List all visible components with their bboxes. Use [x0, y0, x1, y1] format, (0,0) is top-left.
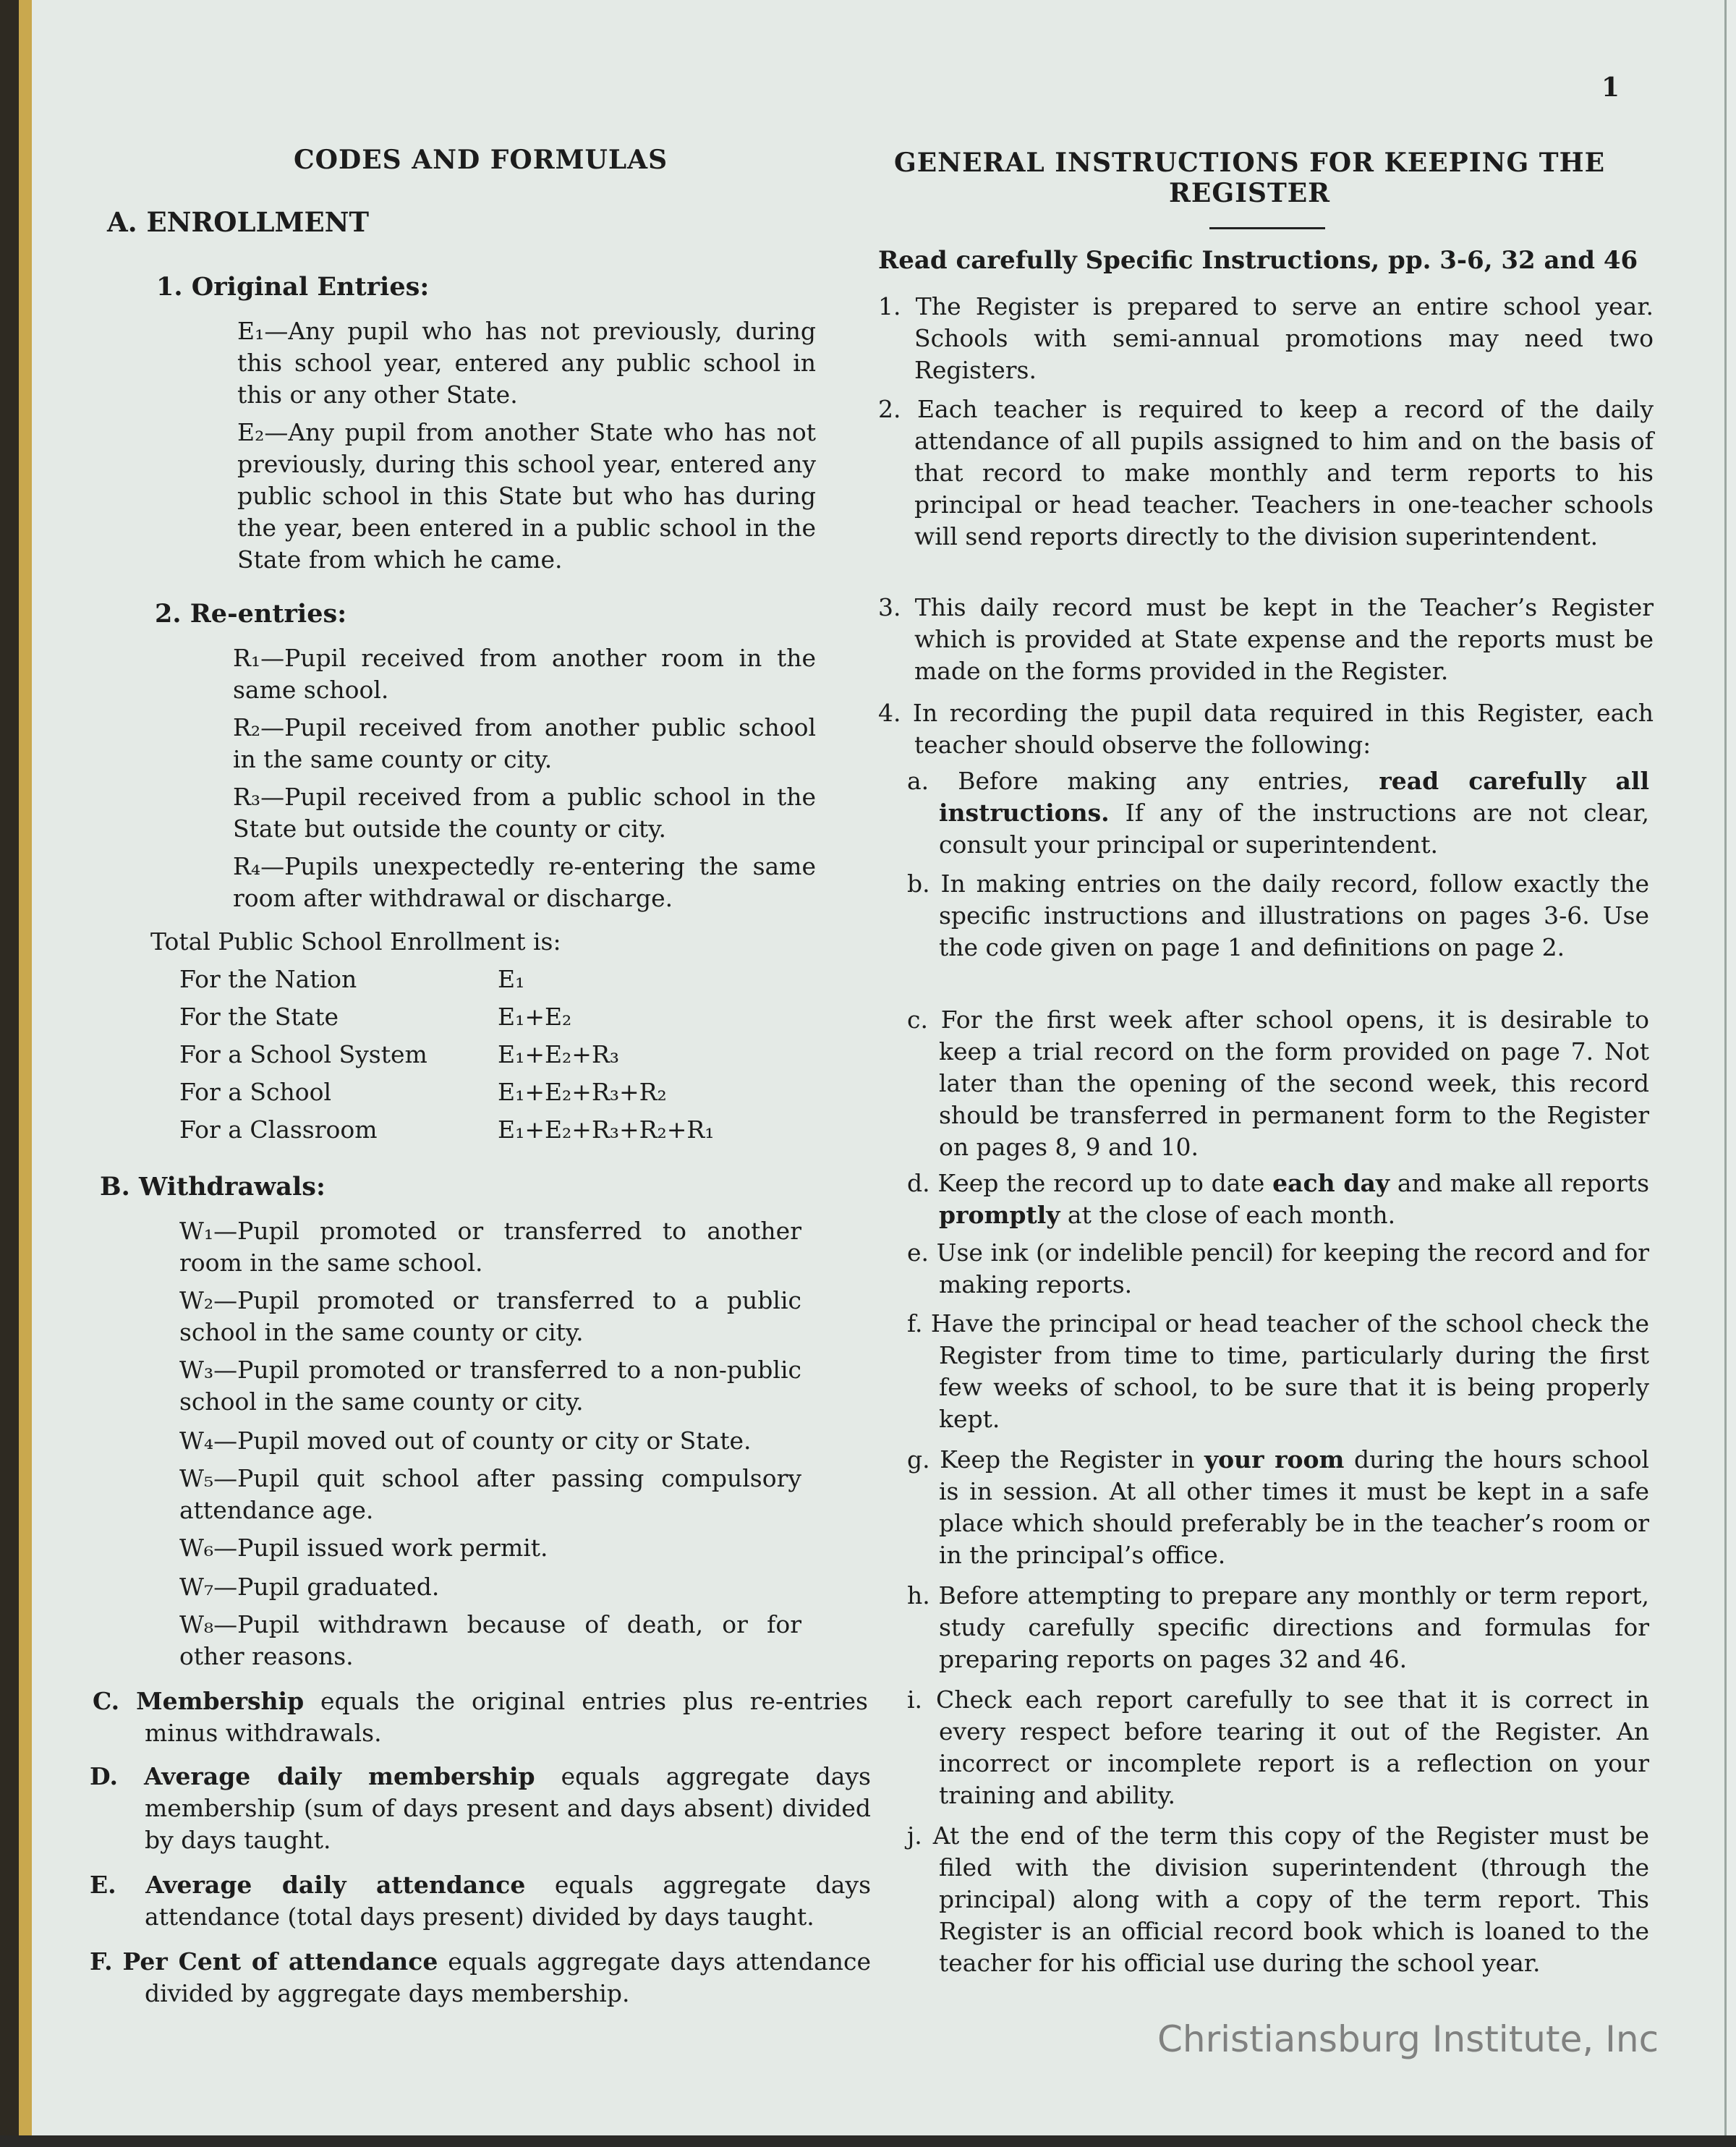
definition-term: Per Cent of attendance — [122, 1947, 438, 1976]
page-bottom-edge — [0, 2135, 1736, 2147]
instruction-text: at the close of each month. — [1060, 1201, 1396, 1229]
definition-term: Average daily membership — [144, 1762, 535, 1790]
instruction-4i: i. Check each report carefully to see that it is correct in every respect before tearing it out of the Register. An incorrect or incomplete report is a reflection on your training and ability. — [907, 1685, 1649, 1809]
total-row-label: For a School System — [179, 1040, 427, 1068]
instruction-text: d. Keep the record up to date — [907, 1169, 1273, 1197]
total-row-formula: E₁+E₂+R₃+R₂ — [498, 1078, 667, 1106]
instruction-text: If any of the instructions are not clear, consult your principal or superintendent. — [939, 799, 1649, 859]
total-row-formula: E₁+E₂+R₃+R₂+R₁ — [498, 1115, 715, 1144]
register-page — [32, 0, 1727, 2135]
book-spine — [0, 0, 19, 2147]
archive-watermark: Christiansburg Institute, Inc — [1157, 2018, 1659, 2060]
code-w6: W₆—Pupil issued work permit. — [179, 1534, 548, 1562]
instruction-3: 3. This daily record must be kept in the Teacher’s Register which is provided at State expense and the reports must be made on the forms provided in the Register. — [878, 593, 1654, 685]
page-edge — [19, 0, 32, 2147]
definition-term: Membership — [136, 1687, 305, 1715]
instruction-4g — [907, 1444, 1649, 1571]
total-row-label: For a School — [179, 1078, 332, 1106]
code-w8: W₈—Pupil withdrawn because of death, or for other reasons. — [179, 1610, 801, 1670]
total-enrollment-label: Total Public School Enrollment is: — [150, 927, 561, 956]
withdrawals-heading: B. Withdrawals: — [100, 1172, 326, 1202]
instruction-text: during the hours school is in session. At all other times it must be kept in a safe place which should preferably be in the teacher’s room or in the principal’s office. — [939, 1445, 1649, 1569]
total-row-formula: E₁+E₂+R₃ — [498, 1040, 620, 1068]
instruction-4c: c. For the first week after school opens, it is desirable to keep a trial record on the form provided on page 7. Not later than the opening of the second week, this record should be transferred in permanent form to the Register on pages 8, 9 and 10. — [907, 1006, 1649, 1161]
membership-definition — [93, 1685, 868, 1749]
instruction-4j: j. At the end of the term this copy of the Register must be filed with the division superintendent (through the principal) along with a copy of the term report. This Register is an official record book which is loaned to the teacher for his official use during the school year. — [907, 1821, 1649, 1977]
left-column-title: CODES AND FORMULAS — [294, 145, 668, 175]
definition-letter: C. — [93, 1687, 120, 1715]
instruction-text: and make all reports — [1390, 1169, 1650, 1197]
page-number: 1 — [1601, 72, 1620, 103]
definition-letter: D. — [90, 1762, 118, 1790]
code-w4: W₄—Pupil moved out of county or city or State. — [179, 1427, 752, 1455]
total-row-label: For the Nation — [179, 965, 357, 993]
average-daily-attendance-definition — [90, 1869, 871, 1933]
instruction-1: 1. The Register is prepared to serve an entire school year. Schools with semi-annual promotions may need two Registers. — [878, 292, 1654, 384]
right-column-title-line2: REGISTER — [1169, 178, 1331, 208]
instruction-emphasis: promptly — [939, 1201, 1060, 1229]
code-w2: W₂—Pupil promoted or transferred to a public school in the same county or city. — [179, 1286, 801, 1346]
code-w1: W₁—Pupil promoted or transferred to another room in the same school. — [179, 1217, 801, 1277]
right-column-title-line1: GENERAL INSTRUCTIONS FOR KEEPING THE — [894, 148, 1606, 178]
instruction-4a — [907, 765, 1649, 861]
total-row-label: For the State — [179, 1003, 339, 1031]
instruction-4f: f. Have the principal or head teacher of the school check the Register from time to time, particularly during the first few weeks of school, to be sure that it is being properly kept. — [907, 1309, 1649, 1433]
code-r1: R₁—Pupil received from another room in the same school. — [233, 644, 816, 704]
code-w7: W₇—Pupil graduated. — [179, 1573, 440, 1601]
definition-text: equals aggregate days attendance (total days present) divided by days taught. — [145, 1871, 871, 1931]
instruction-emphasis: each day — [1272, 1169, 1390, 1197]
definition-text: equals aggregate days membership (sum of days present and days absent) divided by days taught. — [145, 1762, 871, 1854]
instruction-text: a. Before making any entries, — [907, 767, 1379, 795]
instruction-4: 4. In recording the pupil data required in this Register, each teacher should observe the following: — [878, 699, 1654, 759]
specific-instructions-note: Read carefully Specific Instructions, pp. 3-6, 32 and 46 — [878, 246, 1638, 275]
code-w3: W₃—Pupil promoted or transferred to a non-public school in the same county or city. — [179, 1356, 801, 1416]
instruction-4e: e. Use ink (or indelible pencil) for keeping the record and for making reports. — [907, 1238, 1649, 1298]
code-r3: R₃—Pupil received from a public school in the State but outside the county or city. — [233, 783, 816, 843]
average-daily-membership-definition — [90, 1761, 871, 1856]
definition-text: equals the original entries plus re-entries minus withdrawals. — [145, 1687, 868, 1747]
instruction-2: 2. Each teacher is required to keep a record of the daily attendance of all pupils assigned to him and on the basis of that record to make monthly and term reports to his principal or head teacher. Teachers in one-teacher schools will send reports directly to the division superintendent. — [878, 395, 1654, 550]
per-cent-attendance-definition — [90, 1946, 871, 2010]
code-r2: R₂—Pupil received from another public school in the same county or city. — [233, 713, 816, 773]
code-e1: E₁—Any pupil who has not previously, during this school year, entered any public school in this or any other State. — [237, 317, 816, 409]
definition-text: equals aggregate days attendance divided by aggregate days membership. — [145, 1947, 871, 2007]
re-entries-heading: 2. Re-entries: — [155, 599, 347, 629]
definition-term: Average daily attendance — [145, 1871, 526, 1899]
total-row-label: For a Classroom — [179, 1115, 378, 1144]
total-row-formula: E₁+E₂ — [498, 1003, 572, 1031]
code-e2: E₂—Any pupil from another State who has not previously, during this school year, entered any public school in this State but who has during the year, been entered in a public school in the State from which he came. — [237, 418, 816, 574]
instruction-emphasis: read carefully all instructions. — [939, 767, 1649, 827]
code-r4: R₄—Pupils unexpectedly re-entering the same room after withdrawal or discharge. — [233, 852, 816, 912]
instruction-emphasis: your room — [1204, 1445, 1345, 1474]
enrollment-heading: A. ENROLLMENT — [107, 206, 370, 238]
definition-letter: E. — [90, 1871, 116, 1899]
definition-letter: F. — [90, 1947, 113, 1976]
instruction-4d — [907, 1168, 1649, 1231]
instruction-text: g. Keep the Register in — [907, 1445, 1204, 1474]
code-w5: W₅—Pupil quit school after passing compulsory attendance age. — [179, 1464, 801, 1524]
total-row-formula: E₁ — [498, 965, 525, 993]
instruction-4b: b. In making entries on the daily record, follow exactly the specific instructions and illustrations on pages 3-6. Use the code given on page 1 and definitions on page 2. — [907, 870, 1649, 961]
instruction-4h: h. Before attempting to prepare any monthly or term report, study carefully specific directions and formulas for preparing reports on pages 32 and 46. — [907, 1581, 1649, 1673]
original-entries-heading: 1. Original Entries: — [156, 272, 430, 302]
title-rule — [1209, 227, 1325, 229]
